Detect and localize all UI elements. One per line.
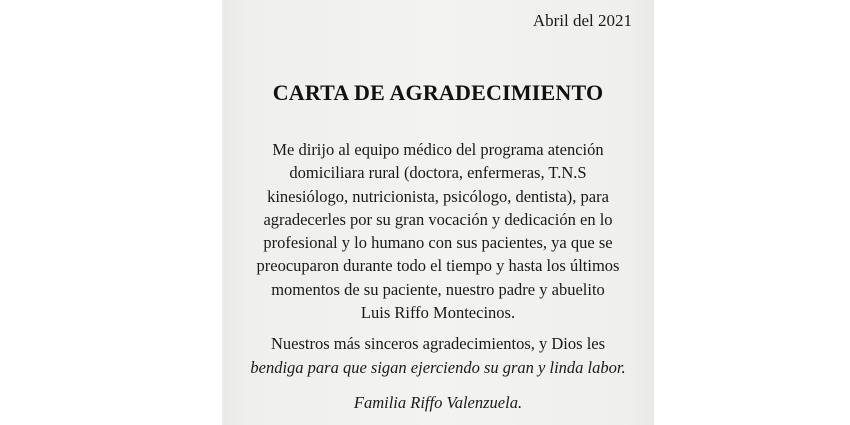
body-line: preocuparon durante todo el tiempo y hasta los últimos: [256, 256, 620, 276]
letter-signature: Familia Riffo Valenzuela.: [353, 393, 523, 412]
letter-body: [222, 138, 654, 324]
body-line: momentos de su paciente, nuestro padre y abuelito: [271, 279, 605, 299]
closing-line: Nuestros más sinceros agradecimientos, y Dios les: [270, 334, 606, 353]
letter-paper: [222, 0, 654, 425]
body-line: agradecerles por su gran vocación y dedicación en lo: [263, 209, 613, 229]
body-line: Me dirijo al equipo médico del programa atención: [272, 140, 604, 159]
letter-date: Abril del 2021: [532, 11, 632, 30]
body-line: kinesiólogo, nutricionista, psicólogo, dentista), para: [267, 186, 609, 206]
closing-line: bendiga para que sigan ejerciendo su gran y linda labor.: [250, 357, 626, 377]
body-line: profesional y lo humano con sus pacientes, ya que se: [263, 233, 613, 253]
letter-title: CARTA DE AGRADECIMIENTO: [272, 80, 604, 105]
letter-closing: [222, 332, 654, 379]
body-line: domiciliara rural (doctora, enfermeras, T.N.S: [289, 163, 587, 183]
body-line: Luis Riffo Montecinos.: [360, 303, 516, 323]
